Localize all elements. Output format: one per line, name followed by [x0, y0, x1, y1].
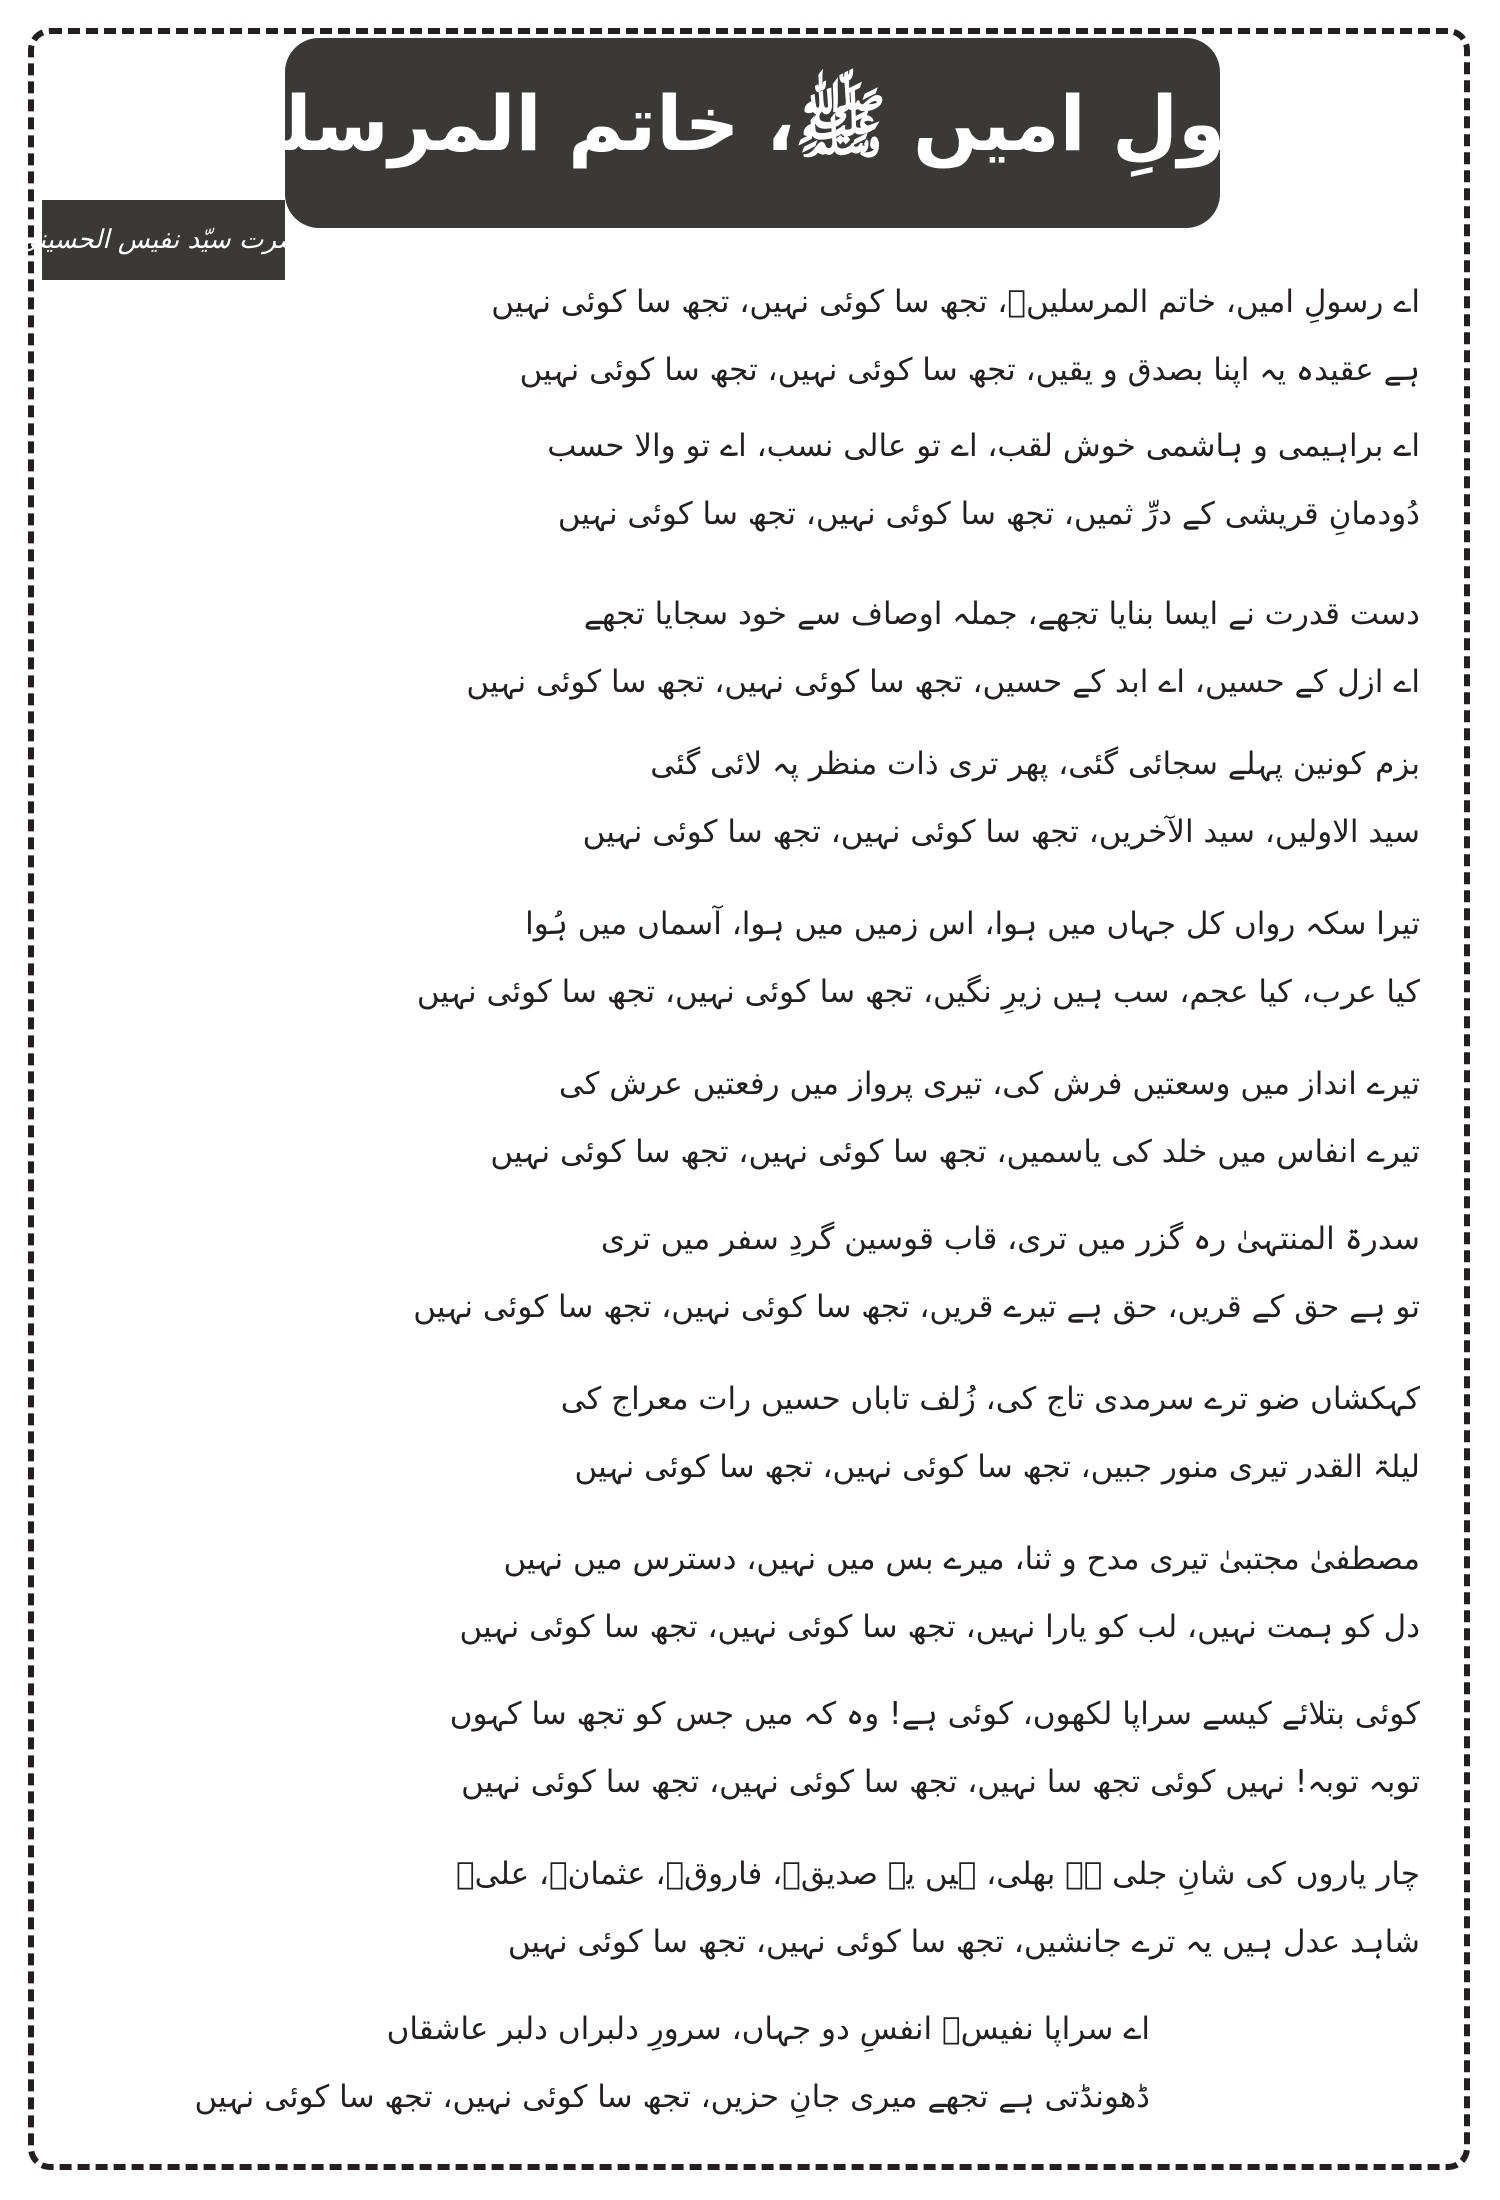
stanza-12 — [194, 1995, 1150, 2131]
verse-line: سید الاولیں، سید الآخریں، تجھ سا کوئی نہیں، تجھ سا کوئی نہیں — [582, 814, 1420, 850]
verse-line: توبہ توبہ! نہیں کوئی تجھ سا نہیں، تجھ سا کوئی نہیں، تجھ سا کوئی نہیں — [461, 1764, 1420, 1800]
verse-line: اے ازل کے حسیں، اے ابد کے حسیں، تجھ سا کوئی نہیں، تجھ سا کوئی نہیں — [466, 664, 1420, 700]
stanza-3 — [466, 580, 1420, 716]
stanza-7 — [413, 1205, 1420, 1341]
stanza-8 — [561, 1365, 1420, 1501]
verse-line: دل کو ہمت نہیں، لب کو یارا نہیں، تجھ سا کوئی نہیں، تجھ سا کوئی نہیں — [459, 1609, 1420, 1645]
verse-line: تو ہے حق کے قریں، حق ہے تیرے قریں، تجھ سا کوئی نہیں، تجھ سا کوئی نہیں — [413, 1289, 1420, 1325]
stanza-2 — [547, 412, 1420, 548]
verse-line: تیرے انداز میں وسعتیں فرش کی، تیری پرواز میں رفعتیں عرش کی — [558, 1066, 1420, 1102]
stanza-9 — [459, 1525, 1420, 1661]
verse-line: کہکشاں ضو ترے سرمدی تاج کی، زُلف تاباں حسیں رات معراج کی — [560, 1381, 1420, 1417]
stanza-11 — [456, 1840, 1420, 1976]
stanza-10 — [450, 1680, 1420, 1816]
verse-line: اے براہیمی و ہاشمی خوش لقب، اے تو عالی نسب، اے تو والا حسب — [547, 428, 1420, 464]
poem-title: اے رسولِ امیں ﷺ، خاتم المرسلیں ﷺ — [65, 79, 1440, 168]
verse-line: شاہد عدل ہیں یہ ترے جانشیں، تجھ سا کوئی نہیں، تجھ سا کوئی نہیں — [507, 1924, 1420, 1960]
verse-line: مصطفیٰ مجتبیٰ تیری مدح و ثنا، میرے بس میں نہیں، دسترس میں نہیں — [503, 1541, 1420, 1577]
author-name: حضرت سیّد نفیس الحسینی ؒ — [10, 224, 317, 255]
verse-line: اے سراپا نفیسؔ انفسِ دو جہاں، سرورِ دلبراں دلبر عاشقاں — [386, 2011, 1150, 2047]
verse-line: بزم کونین پہلے سجائی گئی، پھر تری ذات منظر پہ لائی گئی — [650, 746, 1420, 782]
stanza-4 — [583, 730, 1420, 866]
verse-line: تیرا سکہ رواں کل جہاں میں ہوا، اس زمیں میں ہوا، آسماں میں ہُوا — [525, 906, 1420, 942]
verse-line: دُودمانِ قریشی کے درِّ ثمیں، تجھ سا کوئی نہیں، تجھ سا کوئی نہیں — [557, 496, 1420, 532]
stanza-5 — [417, 890, 1420, 1026]
verse-line: کیا عرب، کیا عجم، سب ہیں زیرِ نگیں، تجھ سا کوئی نہیں، تجھ سا کوئی نہیں — [416, 974, 1420, 1010]
verse-line: ہے عقیدہ یہ اپنا بصدق و یقیں، تجھ سا کوئی نہیں، تجھ سا کوئی نہیں — [519, 352, 1420, 388]
verse-line: اے رسولِ امیں، خاتم المرسلیںؐ، تجھ سا کوئی نہیں، تجھ سا کوئی نہیں — [491, 284, 1420, 320]
stanza-1 — [491, 268, 1420, 404]
verse-line: کوئی بتلائے کیسے سراپا لکھوں، کوئی ہے! وہ کہ میں جس کو تجھ سا کہوں — [449, 1696, 1420, 1732]
verse-line: تیرے انفاس میں خلد کی یاسمیں، تجھ سا کوئی نہیں، تجھ سا کوئی نہیں — [490, 1134, 1420, 1170]
stanza-6 — [490, 1050, 1420, 1186]
verse-line: دست قدرت نے ایسا بنایا تجھے، جملہ اوصاف سے خود سجایا تجھے — [583, 596, 1420, 632]
verse-line: چار یاروں کی شانِ جلی ہے بھلی، ہیں یہ صدیقؓ، فاروقؓ، عثمانؓ، علیؓ — [455, 1856, 1420, 1892]
verse-line: سدرۃ المنتہیٰ رہ گزر میں تری، قاب قوسین گردِ سفر میں تری — [600, 1221, 1420, 1257]
verse-line: لیلۃ القدر تیری منور جبیں، تجھ سا کوئی نہیں، تجھ سا کوئی نہیں — [574, 1449, 1420, 1485]
verse-line: ڈھونڈتی ہے تجھے میری جانِ حزیں، تجھ سا کوئی نہیں، تجھ سا کوئی نہیں — [194, 2079, 1150, 2115]
